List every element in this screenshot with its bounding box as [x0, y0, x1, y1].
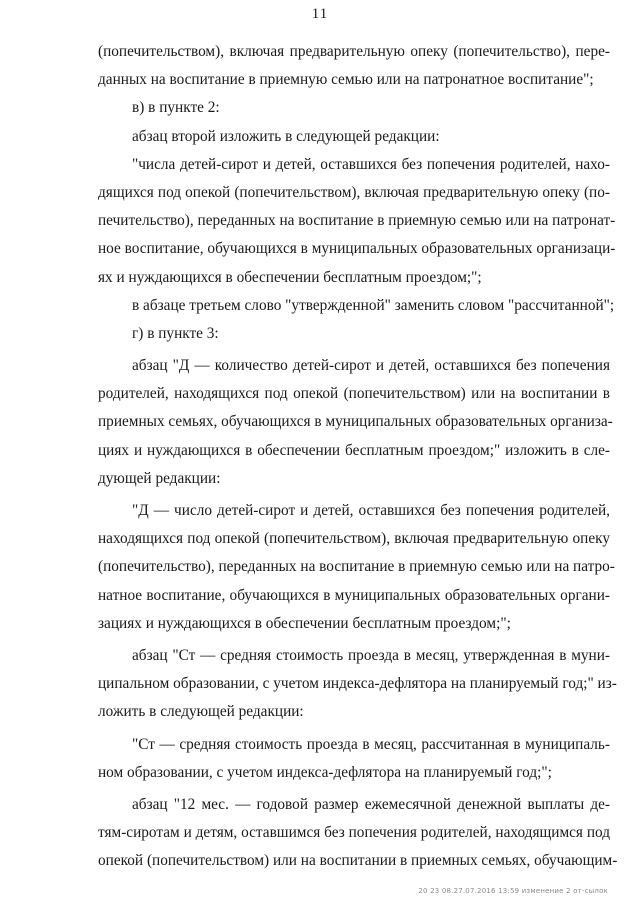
text-line: печительство), переданных на воспитание в приемную семью или на патронат-	[98, 212, 616, 230]
footer-stamp: 20 23 08.27.07.2016 13:59 изменение 2 от-сылок	[418, 887, 608, 895]
text-line: ципальном образовании, с учетом индекса-дефлятора на планируемый год;" из-	[98, 675, 617, 693]
text-line: ное воспитание, обучающихся в муниципальных образовательных организаци-	[98, 240, 616, 258]
text-line: абзац второй изложить в следующей редакции:	[132, 127, 440, 145]
text-line: ном образовании, с учетом индекса-дефлятора на планируемый год;";	[98, 763, 552, 781]
text-line: абзац "Д — количество детей-сирот и детей, оставшихся без попечения	[132, 357, 610, 375]
body-text	[98, 38, 618, 875]
text-line: находящихся под опекой (попечительством), включая предварительную опеку	[98, 530, 610, 548]
text-line: г) в пункте 3:	[132, 324, 219, 342]
text-line: опекой (попечительством) или на воспитании в приемных семьях, обучающим-	[98, 852, 618, 870]
text-line: ях и нуждающихся в обеспечении бесплатным проездом;";	[98, 268, 482, 286]
text-line: приемных семьях, обучающихся в муниципальных образовательных организа-	[98, 413, 613, 431]
text-line: дующей редакции:	[98, 469, 221, 487]
text-line: "числа детей-сирот и детей, оставшихся без попечения родителей, нахо-	[132, 155, 610, 173]
page-number: 11	[311, 6, 329, 22]
text-line: в абзаце третьем слово "утвержденной" заменить словом "рассчитанной";	[132, 296, 615, 314]
text-line: "Д — число детей-сирот и детей, оставшихся без попечения родителей,	[132, 502, 610, 519]
text-line: абзац "Ст — средняя стоимость проезда в месяц, утвержденная в муни-	[132, 646, 610, 664]
text-line: данных на воспитание в приемную семью или на патронатное воспитание";	[98, 71, 594, 89]
text-line: циях и нуждающихся в обеспечении бесплатным проездом;" изложить в сле-	[98, 441, 610, 459]
text-line: "Ст — средняя стоимость проезда в месяц, рассчитанная в муниципаль-	[132, 735, 610, 753]
text-line: (попечительством), включая предварительную опеку (попечительство), пере-	[98, 43, 610, 60]
text-line: дящихся под опекой (попечительством), включая предварительную опеку (по-	[98, 183, 610, 201]
text-line: ложить в следующей редакции:	[98, 703, 304, 721]
text-line: натное воспитание, обучающихся в муниципальных образовательных органи-	[98, 586, 610, 604]
text-line: родителей, находящихся под опекой (попечительством) или на воспитании в	[98, 385, 610, 403]
text-line: абзац "12 мес. — годовой размер ежемесячной денежной выплаты де-	[132, 795, 610, 813]
text-line: тям-сиротам и детям, оставшимся без попечения родителей, находящимся под	[98, 824, 610, 842]
text-line: в) в пункте 2:	[132, 99, 220, 117]
text-line: (попечительство), переданных на воспитание в приемную семью или на патро-	[98, 558, 615, 576]
text-line: зациях и нуждающихся в обеспечении бесплатным проездом;";	[98, 614, 511, 632]
